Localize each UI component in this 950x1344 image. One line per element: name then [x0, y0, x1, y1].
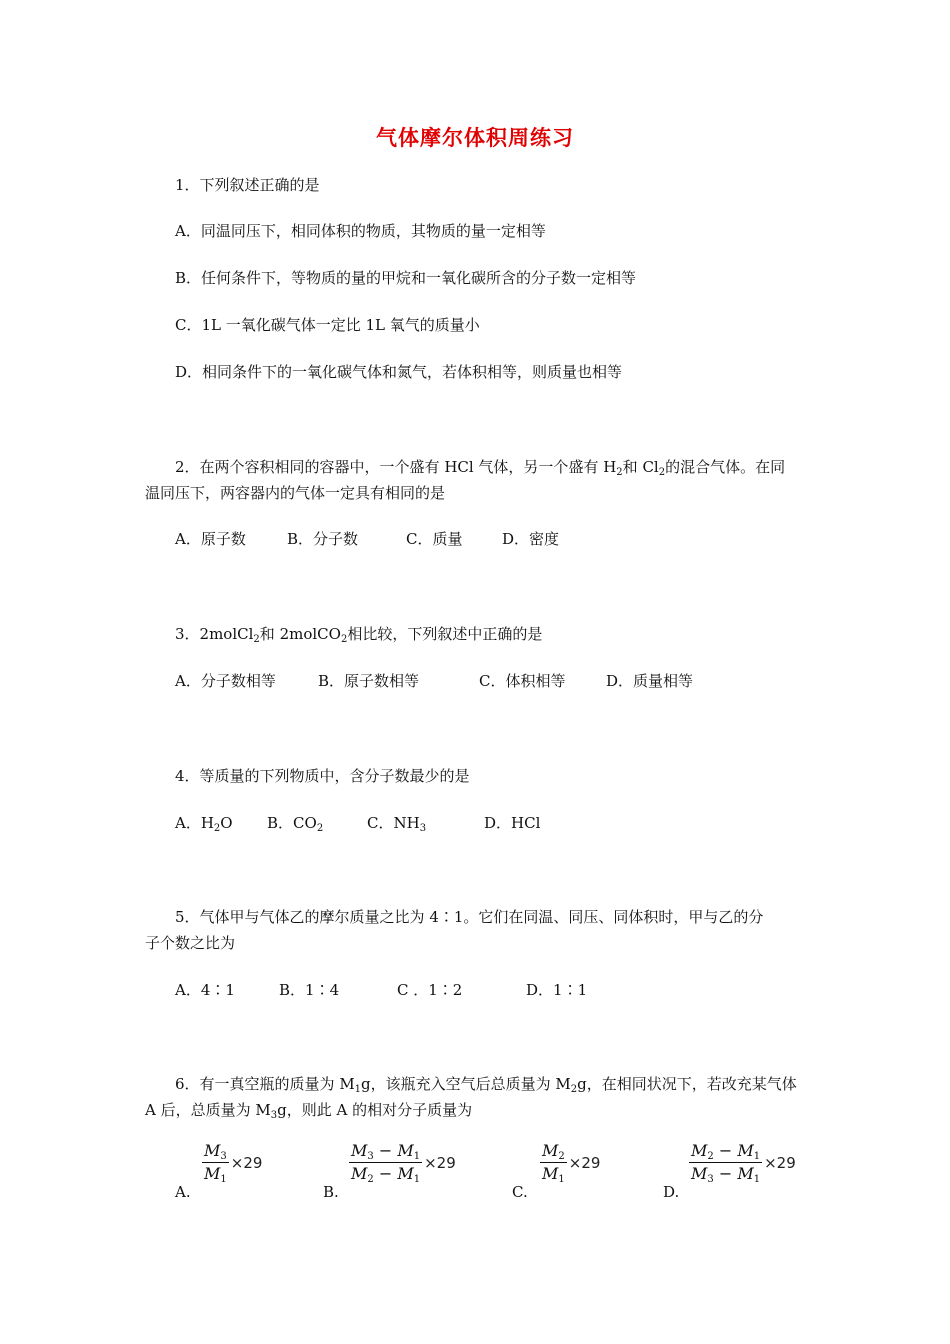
- question-6-option-c-label: C.: [512, 1183, 528, 1201]
- question-6-option-d-formula: $\frac{M_2 - M_1}{M_3 - M_1}$ ×29: [691, 1141, 796, 1185]
- question-4-option-a: A．$H_2O$: [175, 814, 233, 834]
- question-2-option-a: A．原子数: [175, 530, 246, 548]
- question-6-option-d-label: D.: [663, 1183, 680, 1201]
- question-6-option-a-formula: $\frac{M_3}{M_1}$ ×29: [204, 1141, 263, 1185]
- question-3-stem: 3．2molCl$_2$和 2molCO$_2$相比较，下列叙述中正确的是: [175, 625, 543, 645]
- question-1-option-d: D．相同条件下的一氧化碳气体和氮气，若体积相等，则质量也相等: [175, 363, 623, 381]
- question-5-option-c: C ．1∶2: [397, 981, 463, 999]
- question-2-option-b: B．分子数: [287, 530, 359, 548]
- question-1-option-b: B．任何条件下，等物质的量的甲烷和一氧化碳所含的分子数一定相等: [175, 269, 637, 287]
- question-3-option-d: D．质量相等: [606, 672, 694, 690]
- question-4-option-c: C．$NH_3$: [367, 814, 427, 834]
- question-6-option-a-label: A.: [175, 1183, 191, 1201]
- question-5-option-a: A．4∶1: [175, 981, 235, 999]
- question-5-stem-continued: 子个数之比为: [145, 934, 236, 952]
- page-title: 气体摩尔体积周练习: [376, 125, 574, 150]
- question-5-option-d: D．1∶1: [526, 981, 588, 999]
- question-1-option-c: C．1L 一氧化碳气体一定比 1L 氧气的质量小: [175, 316, 480, 334]
- question-5-stem: 5．气体甲与气体乙的摩尔质量之比为 4∶1。它们在同温、同压、同体积时，甲与乙的分: [175, 908, 764, 926]
- question-6-stem: 6．有一真空瓶的质量为 $M_1g$，该瓶充入空气后总质量为 $M_2g$，在相同状况下，若改充某气体: [175, 1075, 797, 1095]
- question-4-option-d: D．HCl: [484, 814, 541, 832]
- question-3-option-b: B．原子数相等: [318, 672, 420, 690]
- question-6-stem-continued: A 后，总质量为 $M_3g$，则此 A 的相对分子质量为: [145, 1101, 473, 1121]
- question-3-option-c: C．体积相等: [479, 672, 566, 690]
- question-2-option-d: D．密度: [502, 530, 560, 548]
- question-2-option-c: C．质量: [406, 530, 463, 548]
- question-4-stem: 4．等质量的下列物质中，含分子数最少的是: [175, 767, 470, 785]
- question-2-stem-continued: 温同压下，两容器内的气体一定具有相同的是: [145, 484, 446, 502]
- question-5-option-b: B．1∶4: [279, 981, 340, 999]
- question-2-stem: 2．在两个容积相同的容器中，一个盛有 HCl 气体，另一个盛有 $H_2$和 $Cl_2$的混合气体。在同: [175, 458, 786, 478]
- question-6-option-b-label: B.: [323, 1183, 339, 1201]
- question-4-option-b: B．$CO_2$: [267, 814, 324, 834]
- question-1-option-a: A．同温同压下，相同体积的物质，其物质的量一定相等: [175, 222, 546, 240]
- question-6-option-c-formula: $\frac{M_2}{M_1}$ ×29: [542, 1141, 601, 1185]
- question-3-option-a: A．分子数相等: [175, 672, 276, 690]
- question-1-stem: 1．下列叙述正确的是: [175, 176, 320, 194]
- question-6-option-b-formula: $\frac{M_3 - M_1}{M_2 - M_1}$ ×29: [351, 1141, 456, 1185]
